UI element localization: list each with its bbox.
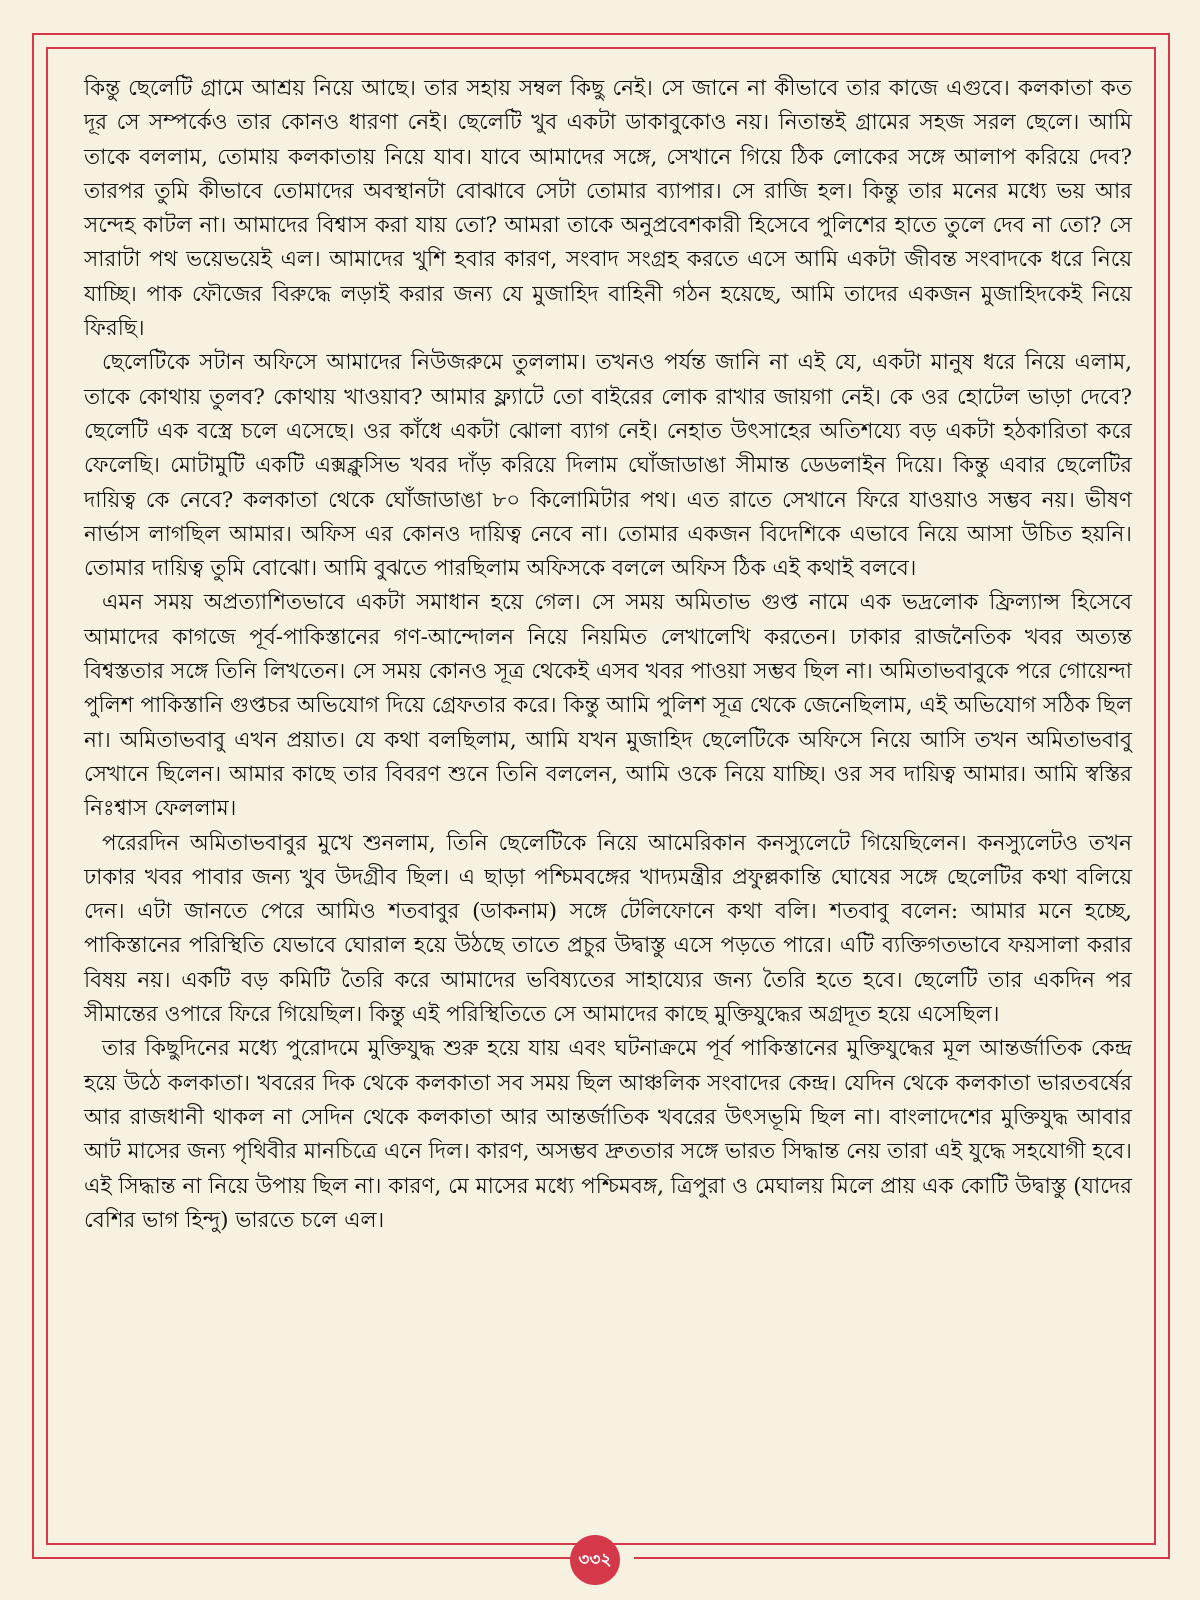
paragraph-3: এমন সময় অপ্রত্যাশিতভাবে একটা সমাধান হয়ে গেল। সে সময় অমিতাভ গুপ্ত নামে এক ভদ্রলোক ফ্রিল্যান্স হিসেবে আমাদের কাগজে পূর্ব-পাকিস্তানের গণ-আন্দোলন নিয়ে নিয়মিত লেখালেখি করতেন। ঢাকার রাজনৈতিক খবর অত্যন্ত বিশ্বস্ততার সঙ্গে তিনি লিখতেন। সে সময় কোনও সূত্র থেকেই এসব খবর পাওয়া সম্ভব ছিল না। অমিতাভবাবুকে পরে গোয়েন্দা পুলিশ পাকিস্তানি গুপ্তচর অভিযোগ দিয়ে গ্রেফতার করে। কিন্তু আমি পুলিশ সূত্র থেকে জেনেছিলাম, এই অভিযোগ সঠিক ছিল না। অমিতাভবাবু এখন প্রয়াত। যে কথা বলছিলাম, আমি যখন মুজাহিদ ছেলেটিকে অফিসে নিয়ে আসি তখন অমিতাভবাবু সেখানে ছিলেন। আমার কাছে তার বিবরণ শুনে তিনি বললেন, আমি ওকে নিয়ে যাচ্ছি। ওর সব দায়িত্ব আমার। আমি স্বস্তির নিঃশ্বাস ফেললাম।: [84, 590, 1132, 822]
article-body: [84, 72, 1132, 1238]
paragraph-2: ছেলেটিকে সটান অফিসে আমাদের নিউজরুমে তুললাম। তখনও পর্যন্ত জানি না এই যে, একটা মানুষ ধরে নিয়ে এলাম, তাকে কোথায় তুলব? কোথায় খাওয়াব? আমার ফ্ল্যাটে তো বাইরের লোক রাখার জায়গা নেই। কে ওর হোটেল ভাড়া দেবে? ছেলেটি এক বস্ত্রে চলে এসেছে। ওর কাঁধে একটা ঝোলা ব্যাগ নেই। নেহাত উৎসাহের অতিশয্যে বড় একটা হঠকারিতা করে ফেলেছি। মোটামুটি একটি এক্সক্লুসিভ খবর দাঁড় করিয়ে দিলাম ঘোঁজাডাঙা সীমান্ত ডেডলাইন দিয়ে। কিন্তু এবার ছেলেটির দায়িত্ব কে নেবে? কলকাতা থেকে ঘোঁজাডাঙা ৮০ কিলোমিটার পথ। এত রাতে সেখানে ফিরে যাওয়াও সম্ভব নয়। ভীষণ নার্ভাস লাগছিল আমার। অফিস এর কোনও দায়িত্ব নেবে না। তোমার একজন বিদেশিকে এভাবে নিয়ে আসা উচিত হয়নি। তোমার দায়িত্ব তুমি বোঝো। আমি বুঝতে পারছিলাম অফিসকে বললে অফিস ঠিক এই কথাই বলবে।: [84, 350, 1132, 582]
paragraph-5: তার কিছুদিনের মধ্যে পুরোদমে মুক্তিযুদ্ধ শুরু হয়ে যায় এবং ঘটনাক্রমে পূর্ব পাকিস্তানের মুক্তিযুদ্ধের মূল আন্তর্জাতিক কেন্দ্র হয়ে উঠে কলকাতা। খবরের দিক থেকে কলকাতা সব সময় ছিল আঞ্চলিক সংবাদের কেন্দ্র। যেদিন থেকে কলকাতা ভারতবর্ষের আর রাজধানী থাকল না সেদিন থেকে কলকাতা আর আন্তর্জাতিক খবরের উৎসভূমি ছিল না। বাংলাদেশের মুক্তিযুদ্ধ আবার আট মাসের জন্য পৃথিবীর মানচিত্রে এনে দিল। কারণ, অসম্ভব দ্রুততার সঙ্গে ভারত সিদ্ধান্ত নেয় তারা এই যুদ্ধে সহযোগী হবে। এই সিদ্ধান্ত না নিয়ে উপায় ছিল না। কারণ, মে মাসের মধ্যে পশ্চিমবঙ্গ, ত্রিপুরা ও মেঘালয় মিলে প্রায় এক কোটি উদ্বাস্তু (যাদের বেশির ভাগ হিন্দু) ভারতে চলে এল।: [84, 1036, 1132, 1233]
paragraph-4: পরেরদিন অমিতাভবাবুর মুখে শুনলাম, তিনি ছেলেটিকে নিয়ে আমেরিকান কনস্যুলেটে গিয়েছিলেন। কনস্যুলেটও তখন ঢাকার খবর পাবার জন্য খুব উদগ্রীব ছিল। এ ছাড়া পশ্চিমবঙ্গের খাদ্যমন্ত্রীর প্রফুল্লকান্তি ঘোষের সঙ্গে ছেলেটির কথা বলিয়ে দেন। এটা জানতে পেরে আমিও শতবাবুর (ডাকনাম) সঙ্গে টেলিফোনে কথা বলি। শতবাবু বলেন: আমার মনে হচ্ছে, পাকিস্তানের পরিস্থিতি যেভাবে ঘোরাল হয়ে উঠছে তাতে প্রচুর উদ্বাস্তু এসে পড়তে পারে। এটি ব্যক্তিগতভাবে ফয়সালা করার বিষয় নয়। একটি বড় কমিটি তৈরি করে আমাদের ভবিষ্যতের সাহায্যের জন্য তৈরি হতে হবে। ছেলেটি তার একদিন পর সীমান্তের ওপারে ফিরে গিয়েছিল। কিন্তু এই পরিস্থিতিতে সে আমাদের কাছে মুক্তিযুদ্ধের অগ্রদূত হয়ে এসেছিল।: [84, 830, 1132, 1028]
page-number-badge: [570, 1535, 620, 1585]
paragraph-1: কিন্তু ছেলেটি গ্রামে আশ্রয় নিয়ে আছে। তার সহায় সম্বল কিছু নেই। সে জানে না কীভাবে তার কাজে এগুবে। কলকাতা কত দূর সে সম্পর্কেও তার কোনও ধারণা নেই। ছেলেটি খুব একটা ডাকাবুকোও নয়। নিতান্তই গ্রামের সহজ সরল ছেলে। আমি তাকে বললাম, তোমায় কলকাতায় নিয়ে যাব। যাবে আমাদের সঙ্গে, সেখানে গিয়ে ঠিক লোকের সঙ্গে আলাপ করিয়ে দেব? তারপর তুমি কীভাবে তোমাদের অবস্থানটা বোঝাবে সেটা তোমার ব্যাপার। সে রাজি হল। কিন্তু তার মনের মধ্যে ভয় আর সন্দেহ কাটল না। আমাদের বিশ্বাস করা যায় তো? আমরা তাকে অনুপ্রবেশকারী হিসেবে পুলিশের হাতে তুলে দেব না তো? সে সারাটা পথ ভয়েভয়েই এল। আমাদের খুশি হবার কারণ, সংবাদ সংগ্রহ করতে এসে আমি একটা জীবন্ত সংবাদকে ধরে নিয়ে যাচ্ছি। পাক ফৌজের বিরুদ্ধে লড়াই করার জন্য যে মুজাহিদ বাহিনী গঠন হয়েছে, আমি তাদের একজন মুজাহিদকেই নিয়ে ফিরছি।: [84, 76, 1132, 342]
page-number: ৩৩২: [578, 1549, 612, 1570]
